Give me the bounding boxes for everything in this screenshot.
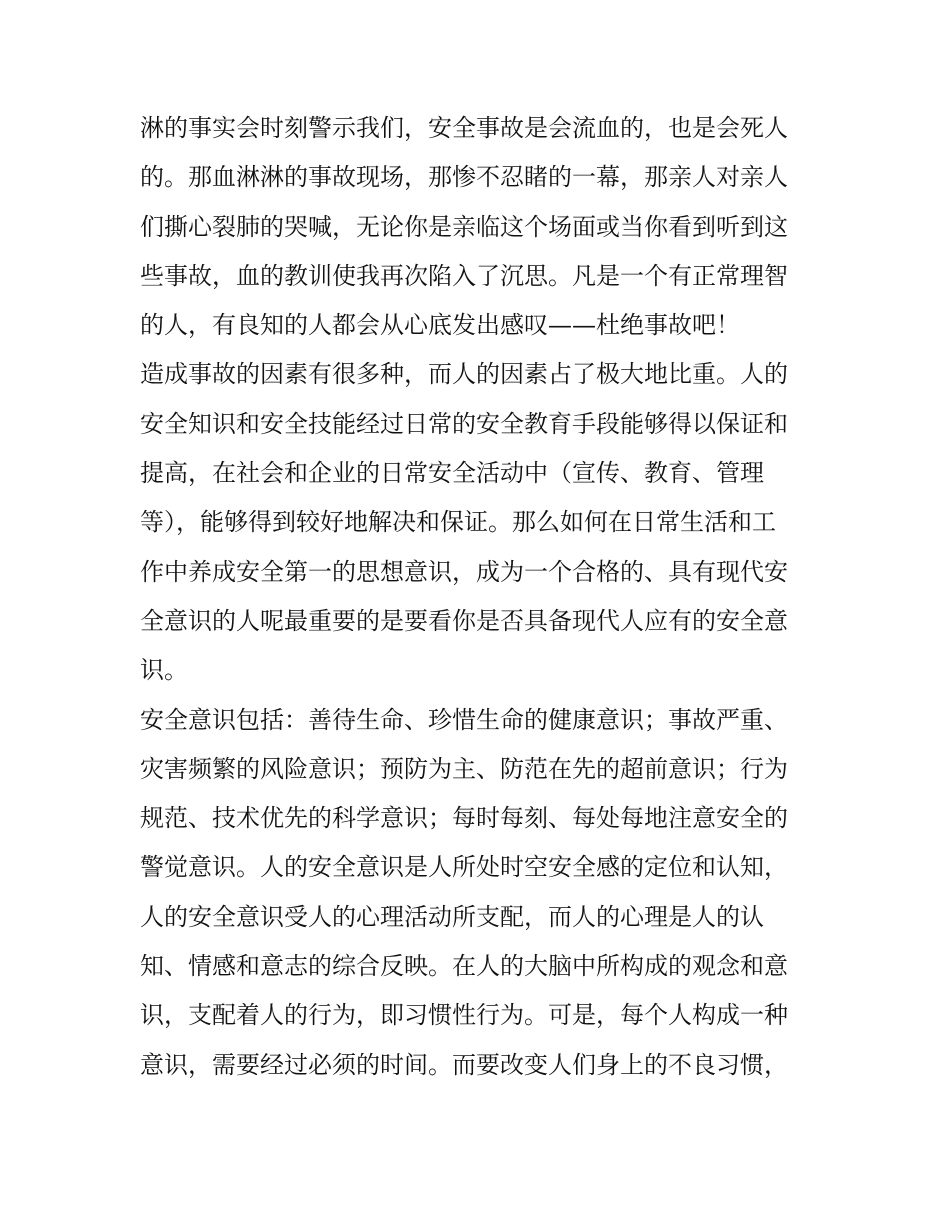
text-line: 识。 [140,656,188,685]
text-line: 全意识的人呢最重要的是要看你是否具备现代人应有的安全意 [140,606,788,635]
text-line: 们撕心裂肺的哭喊，无论你是亲临这个场面或当你看到听到这 [140,212,788,241]
text-line: 安全意识包括：善待生命、珍惜生命的健康意识；事故严重、 [140,705,788,734]
text-line: 淋的事实会时刻警示我们，安全事故是会流血的，也是会死人 [140,114,788,142]
text-line: 灾害频繁的风险意识；预防为主、防范在先的超前意识；行为 [140,754,788,783]
text-line: 识，支配着人的行为，即习惯性行为。可是，每个人构成一种 [140,1001,788,1030]
text-line: 警觉意识。人的安全意识是人所处时空安全感的定位和认知， [140,853,788,882]
text-line: 意识，需要经过必须的时间。而要改变人们身上的不良习惯， [140,1050,788,1079]
text-line: 规范、技术优先的科学意识；每时每刻、每处每地注意安全的 [140,804,788,833]
document-body [140,104,820,1090]
text-line: 造成事故的因素有很多种，而人的因素占了极大地比重。人的 [140,360,788,389]
text-line: 作中养成安全第一的思想意识，成为一个合格的、具有现代安 [140,557,788,586]
text-line: 等），能够得到较好地解决和保证。那么如何在日常生活和工 [140,508,776,537]
text-line: 的人，有良知的人都会从心底发出感叹——杜绝事故吧！ [140,311,740,340]
text-line: 提高，在社会和企业的日常安全活动中（宣传、教育、管理 [140,459,764,488]
text-line: 的。那血淋淋的事故现场，那惨不忍睹的一幕，那亲人对亲人 [140,163,788,192]
text-line: 人的安全意识受人的心理活动所支配，而人的心理是人的认 [140,902,764,931]
text-line: 安全知识和安全技能经过日常的安全教育手段能够得以保证和 [140,409,788,438]
text-line: 些事故，血的教训使我再次陷入了沉思。凡是一个有正常理智 [140,261,788,290]
text-line: 知、情感和意志的综合反映。在人的大脑中所构成的观念和意 [140,952,788,981]
